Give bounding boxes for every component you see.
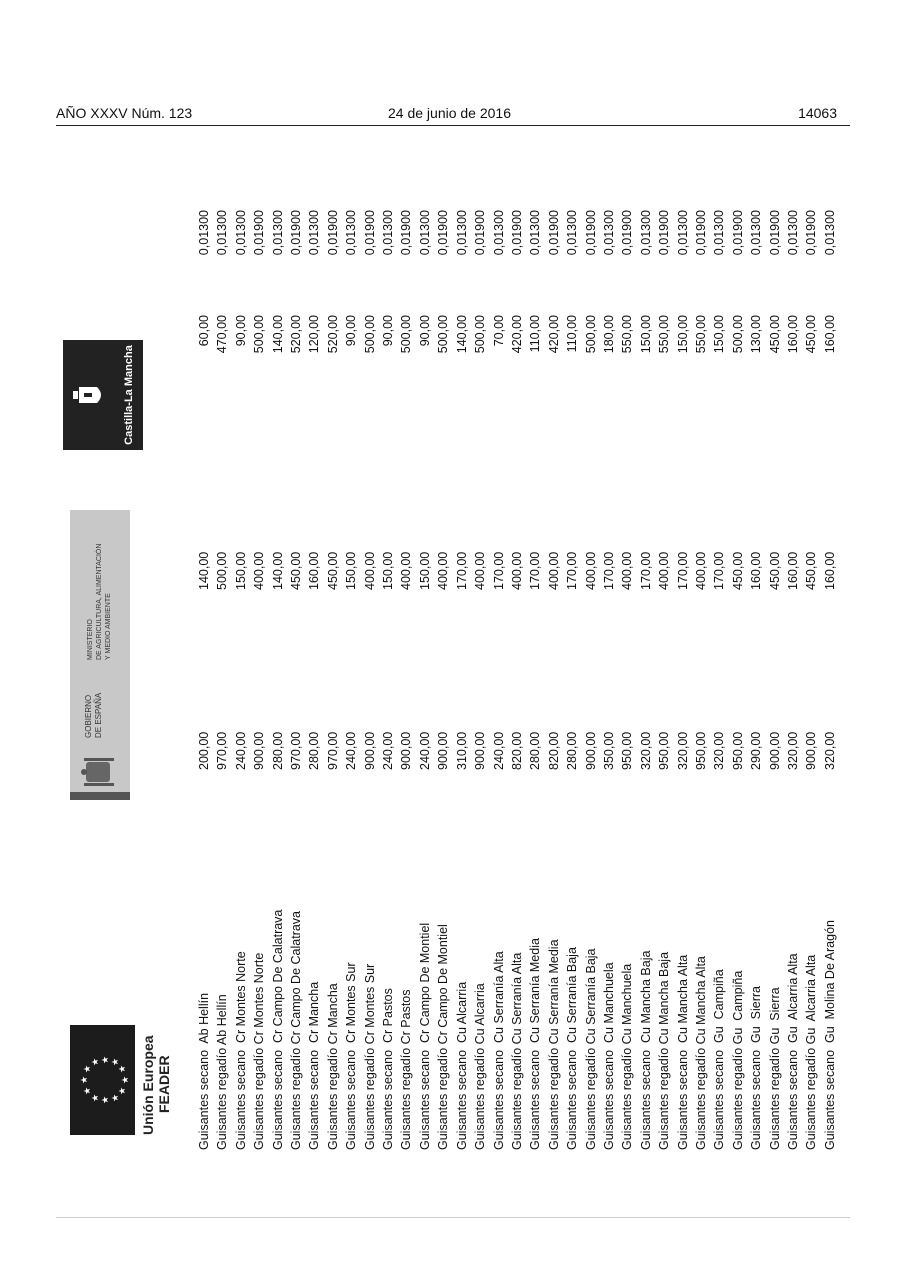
table-row [287, 210, 305, 1150]
value-3-cell: 70,00 [491, 315, 506, 347]
region-name: Castilla-La Mancha [123, 345, 135, 445]
table-row [618, 210, 636, 1150]
crop-zone-cell: Guisantes secano Cu Alcarria [454, 981, 469, 1150]
coefficient-cell: 0,01300 [822, 210, 837, 256]
crop-zone-cell: Guisantes regadío Cr Mancha [325, 983, 340, 1150]
value-3-cell: 520,00 [325, 315, 340, 354]
value-1-cell: 900,00 [767, 731, 782, 770]
coefficient-cell: 0,01900 [473, 210, 488, 256]
value-2-cell: 450,00 [767, 551, 782, 590]
value-1-cell: 900,00 [252, 731, 267, 770]
crop-zone-cell: Guisantes regadío Cu Mancha Baja [657, 951, 672, 1150]
castle-crest-icon [71, 382, 107, 408]
table-row [582, 210, 600, 1150]
crop-zone-cell: Guisantes regadío Cu Mancha Alta [693, 956, 708, 1150]
table-row [526, 210, 544, 1150]
table-row [397, 210, 415, 1150]
crop-zone-cell: Guisantes secano Cr Montes Sur [344, 962, 359, 1150]
value-1-cell: 970,00 [289, 731, 304, 770]
svg-text:★: ★ [91, 1057, 101, 1067]
value-1-cell: 970,00 [215, 731, 230, 770]
coefficient-cell: 0,01300 [786, 210, 800, 256]
table-row [213, 210, 231, 1150]
value-1-cell: 950,00 [620, 731, 635, 770]
coefficient-cell: 0,01900 [583, 210, 598, 256]
value-1-cell: 320,00 [675, 731, 690, 770]
crop-zone-cell: Guisantes secano Cu Serranía Baja [565, 947, 580, 1150]
value-1-cell: 240,00 [417, 731, 432, 770]
coefficient-cell: 0,01900 [289, 210, 304, 256]
value-3-cell: 420,00 [509, 315, 524, 354]
value-2-cell: 400,00 [252, 551, 267, 590]
value-3-cell: 470,00 [215, 315, 230, 354]
value-2-cell: 400,00 [436, 551, 451, 590]
svg-text:★: ★ [101, 1095, 111, 1105]
value-1-cell: 290,00 [749, 731, 764, 770]
crop-zone-cell: Guisantes regadío Cr Montes Sur [362, 963, 377, 1150]
value-3-cell: 90,00 [381, 315, 396, 347]
table-row [342, 210, 360, 1150]
table-row [269, 210, 287, 1150]
value-3-cell: 120,00 [307, 315, 322, 354]
crop-zone-cell: Guisantes secano Gu Campiña [712, 969, 727, 1150]
table-row [729, 210, 747, 1150]
svg-text:★: ★ [111, 1093, 121, 1103]
crop-zone-cell: Guisantes secano Ab Hellín [197, 992, 211, 1150]
value-3-cell: 90,00 [417, 315, 432, 347]
eu-logo-text [140, 1015, 172, 1135]
coefficient-cell: 0,01300 [197, 210, 211, 256]
coefficient-cell: 0,01900 [325, 210, 340, 256]
value-3-cell: 450,00 [804, 315, 819, 354]
crop-zone-cell: Guisantes secano Cr Pastos [381, 988, 396, 1150]
value-3-cell: 500,00 [473, 315, 488, 354]
eu-name: Unión Europea [140, 1035, 156, 1135]
crop-zone-cell: Guisantes secano Cu Serranía Alta [491, 951, 506, 1150]
crop-zone-cell: Guisantes secano Cr Montes Norte [233, 951, 248, 1150]
value-2-cell: 150,00 [344, 551, 359, 590]
table-row [250, 210, 268, 1150]
value-2-cell: 160,00 [307, 551, 322, 590]
value-1-cell: 350,00 [601, 731, 616, 770]
table-row [821, 210, 839, 1150]
value-1-cell: 280,00 [528, 731, 543, 770]
coefficient-cell: 0,01300 [491, 210, 506, 256]
table-row [710, 210, 728, 1150]
coefficient-cell: 0,01900 [362, 210, 377, 256]
value-2-cell: 400,00 [362, 551, 377, 590]
value-3-cell: 420,00 [546, 315, 561, 354]
coefficient-cell: 0,01300 [215, 210, 230, 256]
table-row [324, 210, 342, 1150]
value-3-cell: 550,00 [620, 315, 635, 354]
crop-zone-cell: Guisantes regadío Cu Serranía Alta [509, 952, 524, 1150]
table-row [563, 210, 581, 1150]
crop-zone-cell: Guisantes secano Cu Mancha Baja [638, 950, 653, 1150]
coefficient-cell: 0,01900 [399, 210, 414, 256]
value-2-cell: 400,00 [583, 551, 598, 590]
table-row [545, 210, 563, 1150]
crop-zone-cell: Guisantes secano Gu Molina De Aragón [822, 920, 837, 1150]
table-row [453, 210, 471, 1150]
value-2-cell: 160,00 [786, 551, 800, 590]
svg-text:★: ★ [118, 1086, 128, 1096]
table-row [434, 210, 452, 1150]
page-number: 14063 [798, 105, 837, 121]
value-2-cell: 400,00 [509, 551, 524, 590]
coefficient-cell: 0,01900 [804, 210, 819, 256]
table-row [195, 210, 213, 1150]
value-1-cell: 240,00 [344, 731, 359, 770]
value-1-cell: 900,00 [399, 731, 414, 770]
value-1-cell: 900,00 [362, 731, 377, 770]
eu-flag-logo [70, 1025, 135, 1135]
footer-rule [56, 1217, 850, 1218]
logo-bar [70, 210, 180, 1150]
crop-zone-cell: Guisantes secano Gu Alcarria Alta [786, 953, 800, 1150]
value-1-cell: 900,00 [804, 731, 819, 770]
ministry-text: MINISTERIO DE AGRICULTURA, ALIMENTACIÓN Y MEDIO AMBIENTE [87, 543, 112, 660]
value-1-cell: 320,00 [712, 731, 727, 770]
value-3-cell: 110,00 [565, 315, 580, 353]
coefficient-cell: 0,01300 [417, 210, 432, 256]
table-row [508, 210, 526, 1150]
value-1-cell: 320,00 [786, 731, 800, 770]
value-1-cell: 900,00 [473, 731, 488, 770]
coefficient-cell: 0,01300 [454, 210, 469, 256]
value-3-cell: 150,00 [638, 315, 653, 354]
table-row [747, 210, 765, 1150]
value-2-cell: 160,00 [749, 551, 764, 590]
table-row [674, 210, 692, 1150]
crop-zone-cell: Guisantes regadío Cu Manchuela [620, 963, 635, 1150]
value-1-cell: 200,00 [197, 731, 211, 770]
coefficient-cell: 0,01300 [712, 210, 727, 256]
svg-text:★: ★ [91, 1093, 101, 1103]
value-2-cell: 400,00 [693, 551, 708, 590]
table-row [490, 210, 508, 1150]
coefficient-cell: 0,01300 [528, 210, 543, 256]
value-1-cell: 900,00 [583, 731, 598, 770]
price-table [195, 210, 839, 1150]
value-2-cell: 170,00 [528, 551, 543, 590]
value-1-cell: 950,00 [657, 731, 672, 770]
value-3-cell: 500,00 [252, 315, 267, 354]
value-1-cell: 240,00 [381, 731, 396, 770]
crop-zone-cell: Guisantes secano Cr Mancha [307, 981, 322, 1150]
coefficient-cell: 0,01900 [509, 210, 524, 256]
svg-text:★: ★ [80, 1075, 90, 1085]
crop-zone-cell: Guisantes regadío Cu Serranía Media [546, 939, 561, 1150]
crop-zone-cell: Guisantes regadío Cr Campo De Montiel [436, 924, 451, 1150]
value-3-cell: 450,00 [767, 315, 782, 354]
crop-zone-cell: Guisantes secano Cr Campo De Calatrava [270, 909, 285, 1150]
svg-text:★: ★ [111, 1057, 121, 1067]
coefficient-cell: 0,01300 [270, 210, 285, 256]
value-1-cell: 280,00 [307, 731, 322, 770]
value-1-cell: 240,00 [491, 731, 506, 770]
value-3-cell: 500,00 [399, 315, 414, 354]
value-2-cell: 400,00 [473, 551, 488, 590]
value-3-cell: 140,00 [270, 315, 285, 354]
coefficient-cell: 0,01300 [233, 210, 248, 256]
crop-zone-cell: Guisantes regadío Cr Campo De Calatrava [289, 910, 304, 1150]
value-1-cell: 280,00 [565, 731, 580, 770]
value-3-cell: 150,00 [675, 315, 690, 354]
value-3-cell: 90,00 [344, 315, 359, 347]
value-2-cell: 400,00 [620, 551, 635, 590]
svg-text:★: ★ [83, 1064, 93, 1074]
value-2-cell: 140,00 [270, 551, 285, 590]
coefficient-cell: 0,01900 [252, 210, 267, 256]
table-row [600, 210, 618, 1150]
value-2-cell: 400,00 [399, 551, 414, 590]
svg-text:★: ★ [121, 1075, 131, 1085]
crop-zone-cell: Guisantes regadío Cu Alcarria [473, 983, 488, 1150]
page-header [56, 105, 850, 126]
value-2-cell: 170,00 [565, 551, 580, 590]
flag-strip [70, 792, 130, 800]
coefficient-cell: 0,01900 [620, 210, 635, 256]
svg-text:★: ★ [101, 1055, 111, 1065]
table-row [766, 210, 784, 1150]
value-2-cell: 450,00 [804, 551, 819, 590]
ministry-logo [70, 510, 130, 670]
table-row [802, 210, 820, 1150]
table-row [784, 210, 802, 1150]
value-3-cell: 500,00 [436, 315, 451, 354]
value-1-cell: 820,00 [546, 731, 561, 770]
value-2-cell: 150,00 [381, 551, 396, 590]
svg-text:★: ★ [83, 1086, 93, 1096]
value-1-cell: 280,00 [270, 731, 285, 770]
value-2-cell: 140,00 [197, 551, 211, 590]
value-1-cell: 320,00 [638, 731, 653, 770]
coefficient-cell: 0,01300 [307, 210, 322, 256]
table-row [637, 210, 655, 1150]
coat-of-arms-icon [80, 758, 120, 786]
crop-zone-cell: Guisantes secano Gu Sierra [749, 986, 764, 1150]
value-1-cell: 240,00 [233, 731, 248, 770]
crop-zone-cell: Guisantes secano Cu Mancha Alta [675, 954, 690, 1150]
table-row [471, 210, 489, 1150]
table-row [655, 210, 673, 1150]
feader-name: FEADER [156, 1055, 172, 1113]
value-1-cell: 900,00 [436, 731, 451, 770]
castilla-la-mancha-logo [63, 340, 143, 450]
value-2-cell: 400,00 [657, 551, 672, 590]
value-3-cell: 180,00 [601, 315, 616, 354]
table-row [361, 210, 379, 1150]
bulletin-issue: AÑO XXXV Núm. 123 [56, 105, 193, 121]
value-2-cell: 170,00 [638, 551, 653, 590]
crop-zone-cell: Guisantes secano Cu Serranía Media [528, 938, 543, 1150]
value-3-cell: 520,00 [289, 315, 304, 354]
crop-zone-cell: Guisantes regadío Cr Montes Norte [252, 952, 267, 1150]
table-row [232, 210, 250, 1150]
value-2-cell: 170,00 [712, 551, 727, 590]
value-3-cell: 60,00 [197, 315, 211, 347]
table-row [416, 210, 434, 1150]
value-2-cell: 170,00 [601, 551, 616, 590]
value-2-cell: 400,00 [546, 551, 561, 590]
gobierno-espana-logo [70, 670, 130, 800]
value-2-cell: 160,00 [822, 551, 837, 590]
crop-zone-cell: Guisantes regadío Cr Pastos [399, 989, 414, 1150]
value-3-cell: 500,00 [730, 315, 745, 354]
coefficient-cell: 0,01900 [730, 210, 745, 256]
value-2-cell: 150,00 [417, 551, 432, 590]
value-3-cell: 130,00 [749, 315, 764, 354]
crop-zone-cell: Guisantes regadío Ab Hellín [215, 994, 230, 1150]
crop-zone-cell: Guisantes regadío Gu Alcarria Alta [804, 954, 819, 1150]
value-1-cell: 820,00 [509, 731, 524, 770]
crop-zone-cell: Guisantes regadío Cu Serranía Baja [583, 948, 598, 1150]
value-2-cell: 450,00 [730, 551, 745, 590]
value-3-cell: 110,00 [528, 315, 543, 353]
coefficient-cell: 0,01900 [657, 210, 672, 256]
value-2-cell: 170,00 [675, 551, 690, 590]
coefficient-cell: 0,01300 [675, 210, 690, 256]
value-2-cell: 150,00 [233, 551, 248, 590]
value-3-cell: 140,00 [454, 315, 469, 354]
crop-zone-cell: Guisantes secano Cu Manchuela [601, 962, 616, 1150]
publication-date: 24 de junio de 2016 [388, 105, 511, 121]
value-3-cell: 550,00 [657, 315, 672, 354]
value-3-cell: 500,00 [362, 315, 377, 354]
value-3-cell: 90,00 [233, 315, 248, 347]
value-1-cell: 950,00 [693, 731, 708, 770]
value-2-cell: 500,00 [215, 551, 230, 590]
rotated-table-region [80, 210, 837, 1150]
crop-zone-cell: Guisantes secano Cr Campo De Montiel [417, 922, 432, 1150]
value-2-cell: 450,00 [289, 551, 304, 590]
coefficient-cell: 0,01900 [767, 210, 782, 256]
coefficient-cell: 0,01300 [381, 210, 396, 256]
table-row [305, 210, 323, 1150]
value-3-cell: 160,00 [786, 315, 800, 354]
value-3-cell: 500,00 [583, 315, 598, 354]
coefficient-cell: 0,01900 [546, 210, 561, 256]
value-3-cell: 150,00 [712, 315, 727, 354]
coefficient-cell: 0,01300 [601, 210, 616, 256]
value-2-cell: 170,00 [491, 551, 506, 590]
crop-zone-cell: Guisantes regadío Gu Sierra [767, 987, 782, 1150]
table-row [692, 210, 710, 1150]
gobierno-text: GOBIERNO DE ESPAÑA [84, 692, 103, 738]
value-1-cell: 970,00 [325, 731, 340, 770]
value-1-cell: 310,00 [454, 731, 469, 770]
table-row [379, 210, 397, 1150]
value-3-cell: 160,00 [822, 315, 837, 354]
coefficient-cell: 0,01300 [565, 210, 580, 256]
value-2-cell: 450,00 [325, 551, 340, 590]
value-3-cell: 550,00 [693, 315, 708, 354]
coefficient-cell: 0,01300 [344, 210, 359, 256]
value-1-cell: 320,00 [822, 731, 837, 770]
coefficient-cell: 0,01300 [638, 210, 653, 256]
crop-zone-cell: Guisantes regadío Gu Campiña [730, 970, 745, 1150]
value-1-cell: 950,00 [730, 731, 745, 770]
coefficient-cell: 0,01900 [436, 210, 451, 256]
value-2-cell: 170,00 [454, 551, 469, 590]
coefficient-cell: 0,01900 [693, 210, 708, 256]
svg-text:★: ★ [118, 1064, 128, 1074]
coefficient-cell: 0,01300 [749, 210, 764, 256]
